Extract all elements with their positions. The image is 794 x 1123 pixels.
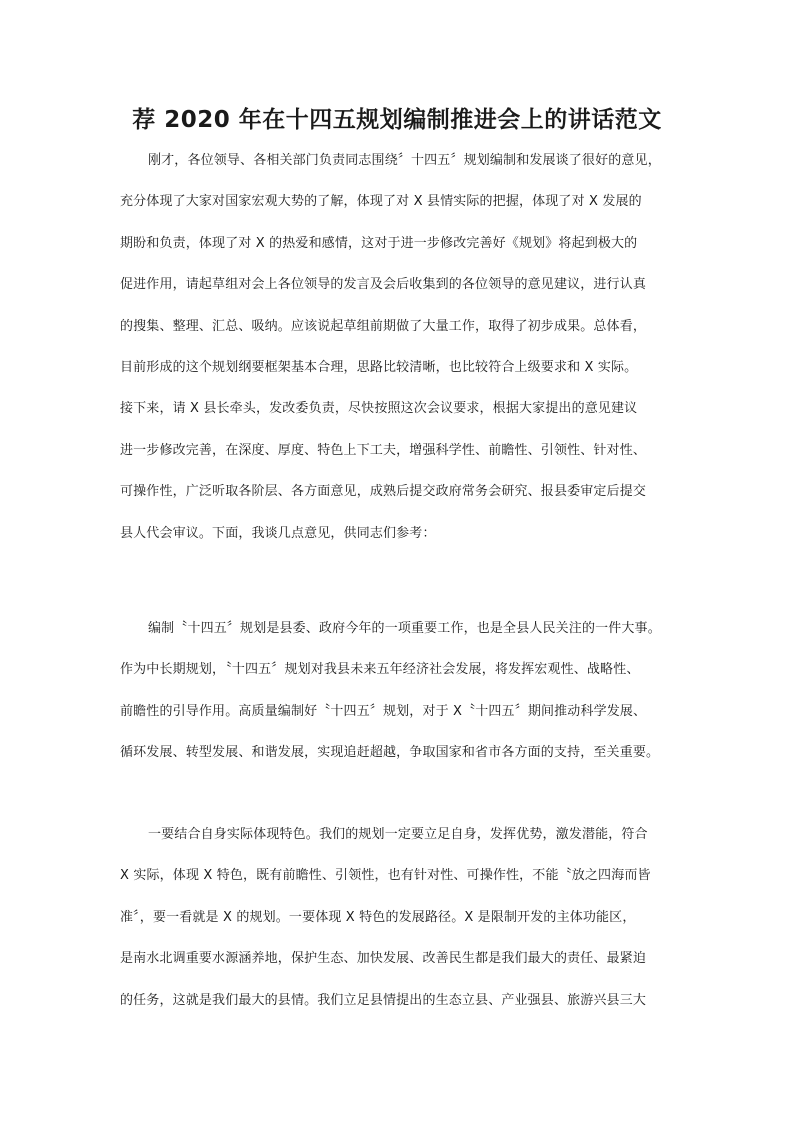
paragraph-line: 的搜集、整理、汇总、吸纳。应该说起草组前期做了大量工作，取得了初步成果。总体看， <box>120 318 647 334</box>
paragraph-line: 促进作用，请起草组对会上各位领导的发言及会后收集到的各位领导的意见建议，进行认真 <box>120 277 647 293</box>
paragraph-line: 一要结合自身实际体现特色。我们的规划一定要立足自身，发挥优势，激发潜能，符合 <box>148 827 648 842</box>
paragraph-1 <box>120 140 680 554</box>
paragraph-line: 准〞，要一看就是 X 的规划。一要体现 X 特色的发展路径。X 是限制开发的主体功能区， <box>120 909 636 925</box>
paragraph-line: 期盼和负责，体现了对 X 的热爱和感情，这对于进一步修改完善好《规划》将起到极大的 <box>120 235 638 251</box>
paragraph-line: 可操作性，广泛听取各阶层、各方面意见，成熟后提交政府常务会研究、报县委审定后提交 <box>120 484 647 500</box>
paragraph-line: 前瞻性的引导作用。高质量编制好〝十四五〞规划，对于 X〝十四五〞期间推动科学发展、 <box>120 703 647 719</box>
paragraph-line: 刚才，各位领导、各相关部门负责同志围绕〞十四五〞规划编制和发展谈了很好的意见， <box>148 153 661 168</box>
paragraph-line: 作为中长期规划，〝十四五〞规划对我县未来五年经济社会发展，将发挥宏观性、战略性、 <box>120 662 640 678</box>
paragraph-line: 目前形成的这个规划纲要框架基本合理，思路比较清晰，也比较符合上级要求和 X 实际。 <box>120 359 638 375</box>
paragraph-3 <box>120 814 680 1021</box>
paragraph-line: X 实际，体现 X 特色，既有前瞻性、引领性，也有针对性、可操作性，不能〝放之四海而皆 <box>120 868 651 884</box>
document-title: 荐 2020 年在十四五规划编制推进会上的讲话范文 <box>132 107 662 133</box>
paragraph-line: 编制〝十四五〞规划是县委、政府今年的一项重要工作，也是全县人民关注的一件大事。 <box>148 621 661 636</box>
paragraph-line: 接下来，请 X 县长牵头，发改委负责，尽快按照这次会议要求，根据大家提出的意见建议 <box>120 401 638 417</box>
paragraph-line: 县人代会审议。下面，我谈几点意见，供同志们参考： <box>120 525 436 541</box>
paragraph-line: 进一步修改完善，在深度、厚度、特色上下工夫，增强科学性、前瞻性、引领性、针对性、 <box>120 442 647 458</box>
paragraph-line: 的任务，这就是我们最大的县情。我们立足县情提出的生态立县、产业强县、旅游兴县三大 <box>120 992 647 1008</box>
paragraph-line: 是南水北调重要水源涵养地，保护生态、加快发展、改善民生都是我们最大的责任、最紧迫 <box>120 951 647 967</box>
paragraph-line: 循环发展、转型发展、和谐发展，实现追赶超越，争取国家和省市各方面的支持，至关重要。 <box>120 745 660 761</box>
paragraph-line: 充分体现了大家对国家宏观大势的了解，体现了对 X 县情实际的把握，体现了对 X 发展的 <box>120 194 642 210</box>
paragraph-2 <box>120 608 680 774</box>
